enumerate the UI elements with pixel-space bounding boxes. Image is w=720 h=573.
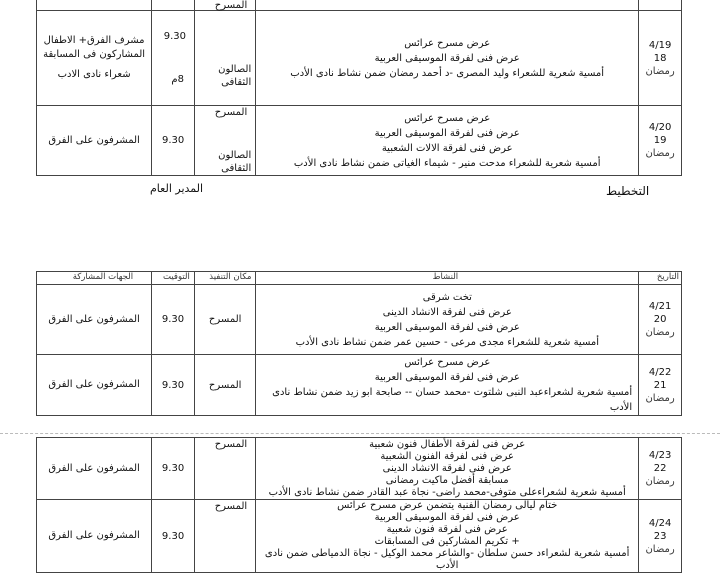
page-separator [0, 433, 720, 434]
activity-cell: عرض فنى لفرقة الأطفال فنون شعبية عرض فنى لفرقة الفنون الشعبية عرض فنى لفرقة الانشاد الدينى مسابقة أفضل ماكيت رمضانى أمسية شعرية لشعراءعلى متوفى-محمد راضى- نجاة عبد القادر ضمن نشاط نادى الأدب [256, 438, 639, 500]
planning-label: التخطيط [606, 184, 650, 198]
date-cell: 4/20 19 رمضان [639, 106, 682, 176]
venue-cell: المسرح [194, 438, 255, 500]
time-cell: 9.30 [152, 106, 195, 176]
time-cell: 9.30 [152, 500, 195, 573]
schedule-table-page2 [36, 271, 682, 416]
venue-cell: المسرح [194, 355, 256, 416]
table-row [37, 106, 682, 176]
date-cell: 4/23 22 رمضان [639, 438, 682, 500]
table-row [37, 500, 682, 573]
table-row [37, 355, 682, 416]
activity-cell: ختام ليالى رمضان الفنية يتضمن عرض مسرح عرائس عرض فنى لفرقة الموسيقى العربية عرض فنى لفرقة فنون شعبية + تكريم المشاركين فى المسابقات أمسية شعرية لشعراءد حسن سلطان -والشاعر محمد الوكيل - نجاة الدمياطى ضمن نادى الأدب [256, 500, 639, 573]
header-participants: الجهات المشاركة [37, 272, 152, 285]
header-date: التاريخ [639, 272, 682, 285]
time-cell: 9.30 [152, 438, 195, 500]
header-venue: مكان التنفيذ [194, 272, 256, 285]
date-cell: 4/24 23 رمضان [639, 500, 682, 573]
activity-cell: عرض مسرح عرائس عرض فنى لفرقة الموسيقى العربية عرض فنى لفرقة الالات الشعبية أمسية شعرية للشعراء مدحت منير - شيماء الغياتى ضمن نشاط نادى الأدب [256, 106, 639, 176]
participants-cell: المشرفون على الفرق [37, 500, 152, 573]
header-row [37, 272, 682, 285]
table-row [37, 438, 682, 500]
participants-cell: المشرفون على الفرق [37, 106, 152, 176]
schedule-table-page1 [36, 0, 682, 176]
activity-cell: تخت شرقى عرض فنى لفرقة الانشاد الدينى عرض فنى لفرقة الموسيقى العربية أمسية شعرية للشعراء مجدى مرعى - حسين عمر ضمن نشاط نادى الأدب [256, 285, 639, 355]
venue-cell: المسرح الصالون الثقافى [194, 11, 255, 106]
header-time: التوقيت [152, 272, 195, 285]
participants-cell: المشرفون على الفرق [37, 438, 152, 500]
time-cell: 9.30 [152, 285, 195, 355]
date-cell: 4/19 18 رمضان [639, 11, 682, 106]
table-row [37, 0, 682, 11]
participants-cell: مشرف الفرق+ الاطفال المشاركون فى المسابقة شعراء نادى الادب [37, 11, 152, 106]
activity-cell: عرض مسرح عرائس عرض فنى لفرقة الموسيقى العربية أمسية شعرية لشعراءعبد النبى شلتوت -محمد حسان -- صابحة ابو زيد ضمن نشاط نادى الأدب [256, 355, 639, 416]
venue-cell: المسرح [194, 500, 255, 573]
schedule-table-page3 [36, 437, 682, 573]
time-cell: 9.30 8م [152, 11, 195, 106]
general-manager-label: المدير العام [150, 182, 204, 195]
activity-cell: عرض مسرح عرائس عرض فنى لفرقة الموسيقى العربية أمسية شعرية للشعراء وليد المصرى -د أحمد رمضان ضمن نشاط نادى الأدب [256, 11, 639, 106]
table-row [37, 11, 682, 106]
participants-cell: المشرفون على الفرق [37, 285, 152, 355]
participants-cell: المشرفون على الفرق [37, 355, 152, 416]
header-activity: النشاط [256, 272, 639, 285]
table-row [37, 285, 682, 355]
date-cell: 4/22 21 رمضان [639, 355, 682, 416]
venue-cell: المسرح [194, 285, 256, 355]
date-cell: 4/21 20 رمضان [639, 285, 682, 355]
venue-cell: المسرح الصالون الثقافى [194, 106, 255, 176]
time-cell: 9.30 [152, 355, 195, 416]
